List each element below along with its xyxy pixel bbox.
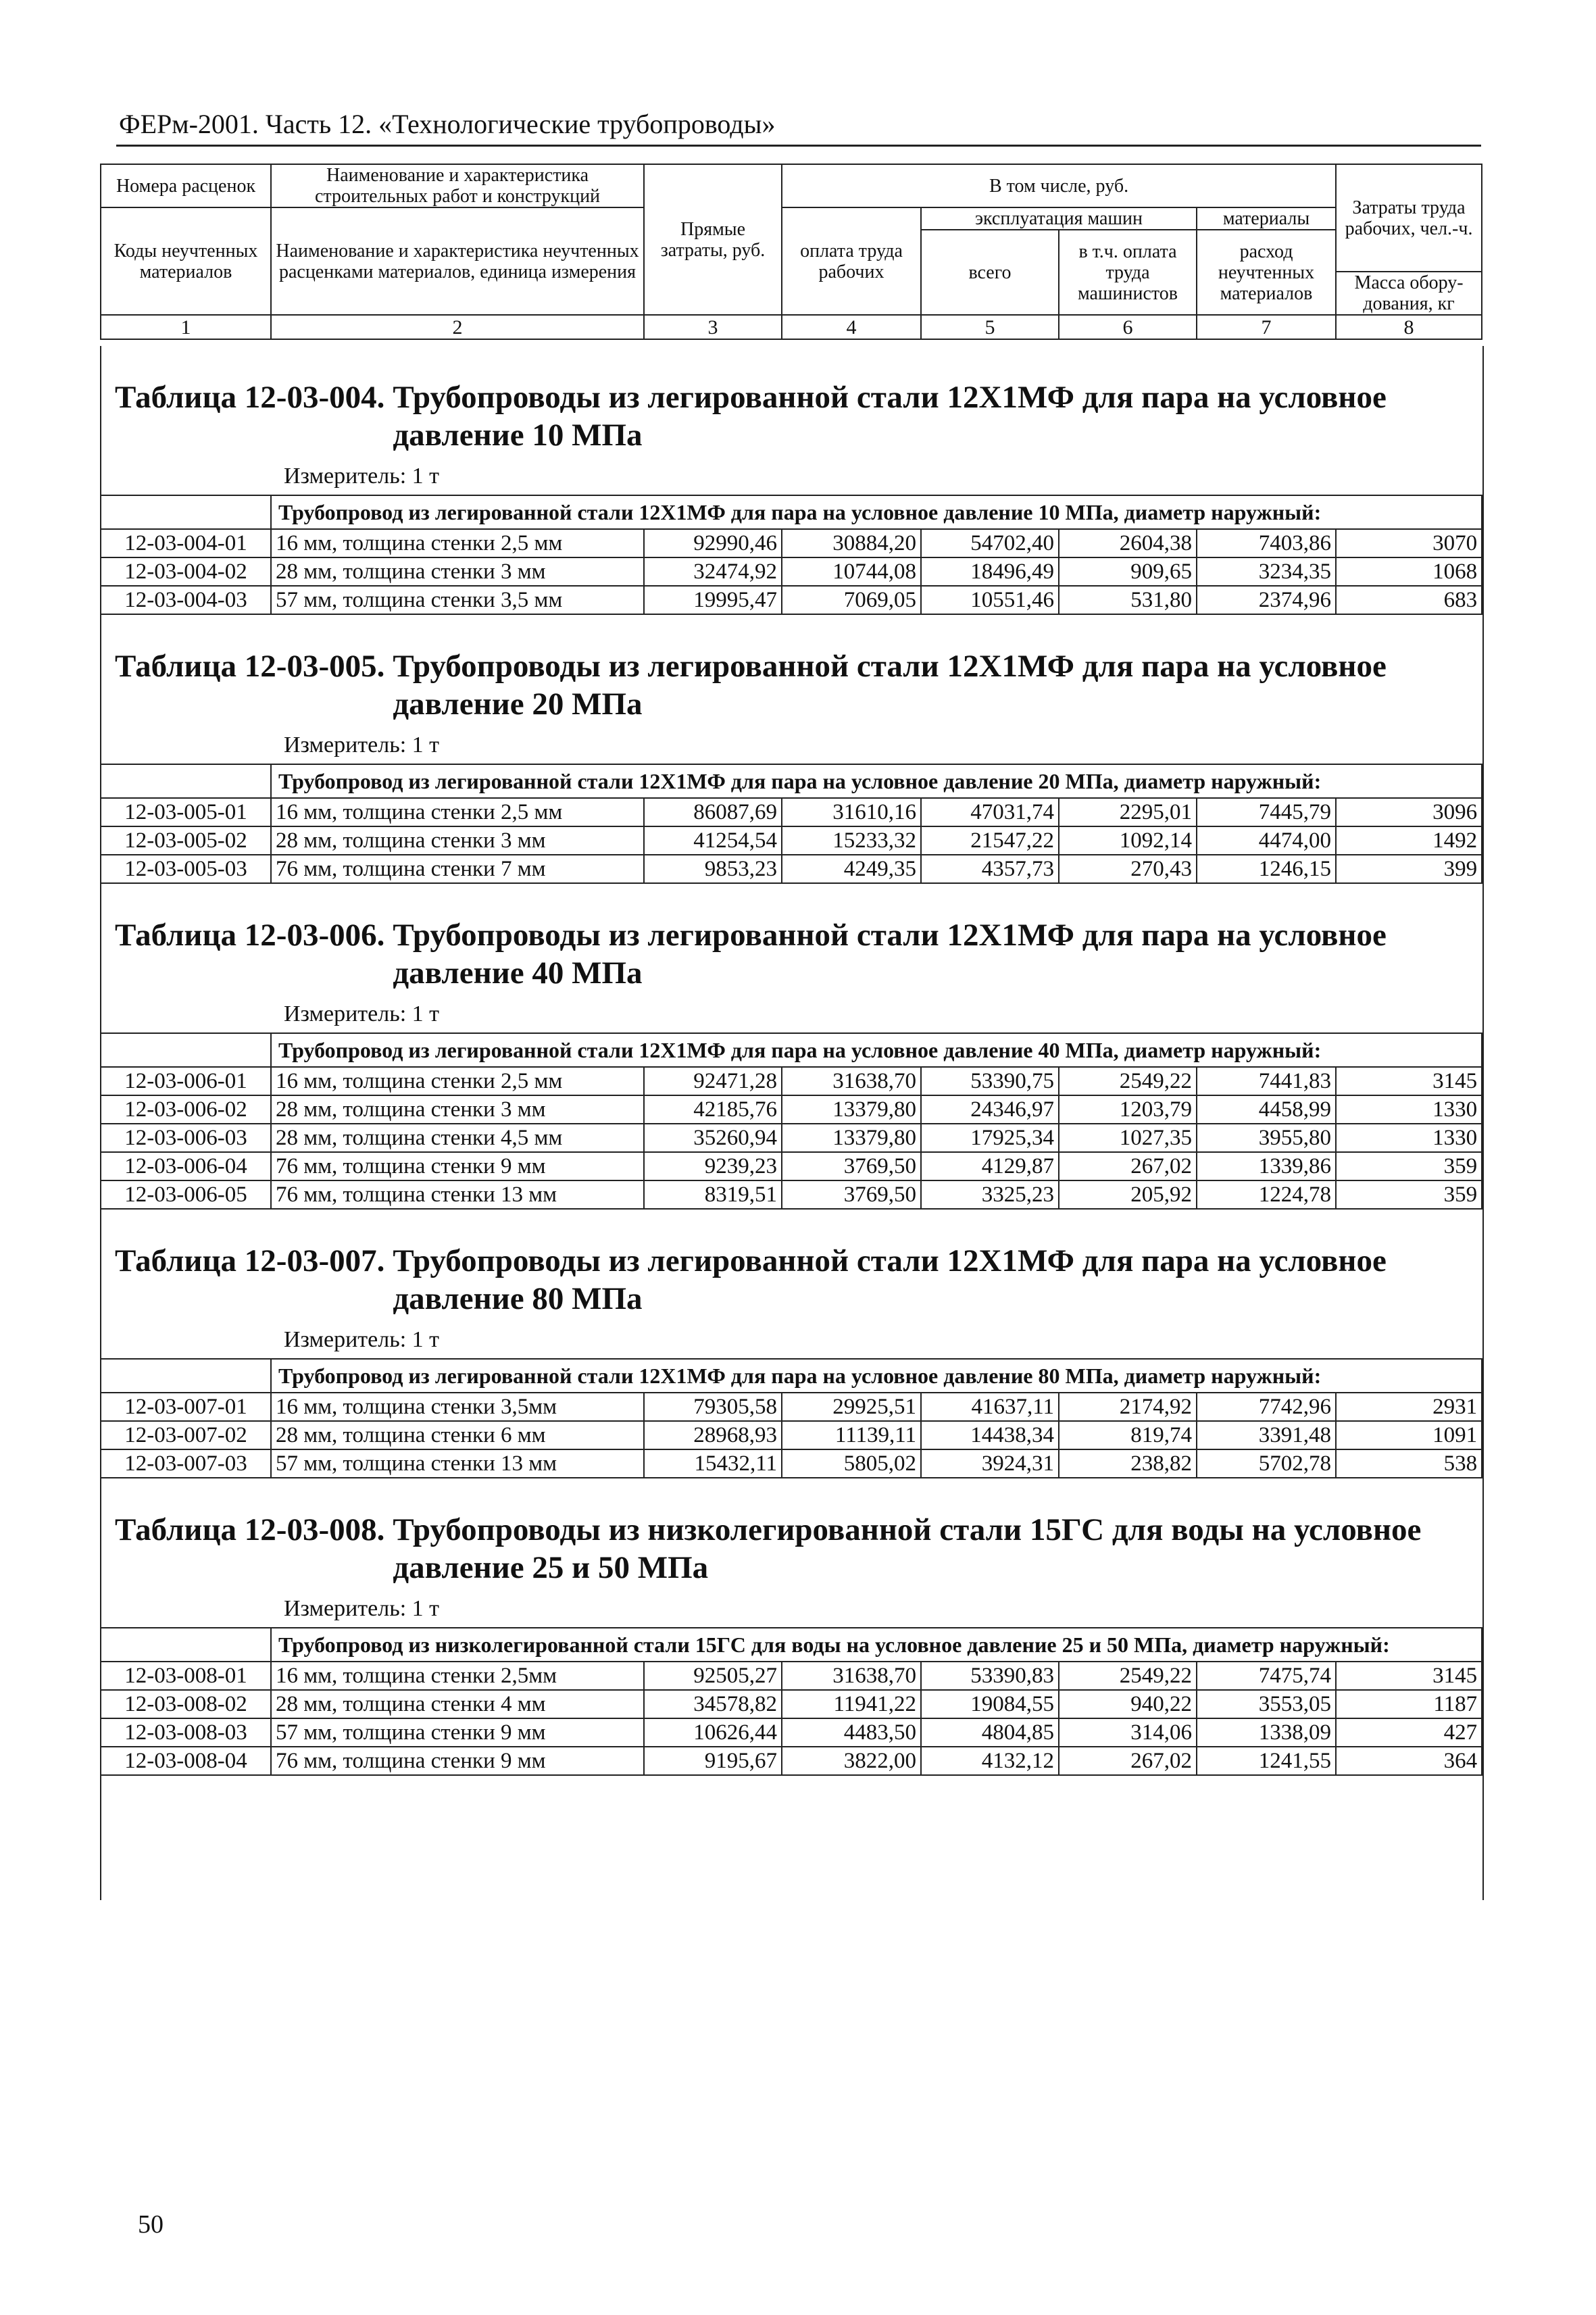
- direct-costs: 42185,76: [644, 1095, 782, 1124]
- table-row: [101, 1662, 1482, 1690]
- description-spacer: [101, 764, 271, 798]
- table-description: Трубопровод из легированной стали 12Х1МФ для пара на условное давление 20 МПа, диаметр наружный:: [271, 764, 1482, 798]
- worker-pay: 13379,80: [782, 1095, 921, 1124]
- machinist-pay: 1092,14: [1059, 826, 1197, 855]
- table-row: [101, 855, 1482, 883]
- section-title: [101, 1242, 1482, 1318]
- worker-pay: 13379,80: [782, 1124, 921, 1152]
- table-row: [101, 1421, 1482, 1449]
- unaccounted-materials: 2374,96: [1197, 586, 1336, 614]
- rate-table: [100, 1627, 1482, 1776]
- pipe-spec: 28 мм, толщина стенки 4,5 мм: [271, 1124, 644, 1152]
- worker-pay: 7069,05: [782, 586, 921, 614]
- column-number: 6: [1059, 315, 1197, 339]
- worker-pay: 31638,70: [782, 1662, 921, 1690]
- section-number: Таблица 12-03-008.: [115, 1512, 385, 1547]
- header-rate-numbers: Номера расценок: [101, 164, 271, 207]
- rate-code: 12-03-004-01: [101, 529, 271, 557]
- section-title: [101, 647, 1482, 723]
- machines-total: 3924,31: [921, 1449, 1059, 1478]
- column-number: 4: [782, 315, 921, 339]
- header-unaccounted-materials: расход неучтенных материалов: [1197, 230, 1336, 315]
- rate-code: 12-03-005-01: [101, 798, 271, 826]
- table-row: [101, 586, 1482, 614]
- direct-costs: 92471,28: [644, 1067, 782, 1095]
- table-row: [101, 1152, 1482, 1180]
- unaccounted-materials: 1339,86: [1197, 1152, 1336, 1180]
- machines-total: 19084,55: [921, 1690, 1059, 1718]
- pipe-spec: 16 мм, толщина стенки 2,5 мм: [271, 1067, 644, 1095]
- rate-section: [101, 1478, 1482, 1776]
- rate-code: 12-03-006-02: [101, 1095, 271, 1124]
- worker-pay: 3822,00: [782, 1747, 921, 1775]
- machines-total: 18496,49: [921, 557, 1059, 586]
- rate-code: 12-03-008-03: [101, 1718, 271, 1747]
- section-title: [101, 378, 1482, 454]
- direct-costs: 9239,23: [644, 1152, 782, 1180]
- pipe-spec: 28 мм, толщина стенки 3 мм: [271, 557, 644, 586]
- table-description: Трубопровод из легированной стали 12Х1МФ для пара на условное давление 10 МПа, диаметр наружный:: [271, 495, 1482, 529]
- machines-total: 4132,12: [921, 1747, 1059, 1775]
- table-row: [101, 557, 1482, 586]
- unit-of-measure: Измеритель: 1 т: [284, 732, 440, 757]
- rate-code: 12-03-007-02: [101, 1421, 271, 1449]
- header-equipment-mass: Масса обору-дования, кг: [1336, 272, 1482, 315]
- table-description: Трубопровод из легированной стали 12Х1МФ для пара на условное давление 80 МПа, диаметр наружный:: [271, 1359, 1482, 1393]
- unaccounted-materials: 7445,79: [1197, 798, 1336, 826]
- machinist-pay: 267,02: [1059, 1152, 1197, 1180]
- machinist-pay: 819,74: [1059, 1421, 1197, 1449]
- machines-total: 4129,87: [921, 1152, 1059, 1180]
- rate-code: 12-03-005-03: [101, 855, 271, 883]
- header-machinist-pay: в т.ч. оплата труда машинистов: [1059, 230, 1197, 315]
- unaccounted-materials: 3234,35: [1197, 557, 1336, 586]
- unit-of-measure: Измеритель: 1 т: [284, 1596, 440, 1621]
- rate-code: 12-03-007-03: [101, 1449, 271, 1478]
- labor-costs: 1330: [1336, 1124, 1482, 1152]
- labor-costs: 683: [1336, 586, 1482, 614]
- column-header-table: [100, 164, 1482, 340]
- machinist-pay: 2549,22: [1059, 1662, 1197, 1690]
- labor-costs: 3145: [1336, 1067, 1482, 1095]
- section-title-text: Трубопроводы из легированной стали 12Х1МФ для пара на условное давление 10 МПа: [393, 380, 1387, 453]
- unaccounted-materials: 7475,74: [1197, 1662, 1336, 1690]
- section-number: Таблица 12-03-005.: [115, 649, 385, 684]
- unaccounted-materials: 4474,00: [1197, 826, 1336, 855]
- pipe-spec: 16 мм, толщина стенки 2,5 мм: [271, 798, 644, 826]
- header-material-codes: Коды неучтенных материалов: [101, 207, 271, 315]
- rate-section: [101, 346, 1482, 615]
- header-machine-operation: эксплуатация машин: [921, 207, 1197, 230]
- machinist-pay: 205,92: [1059, 1180, 1197, 1209]
- table-row: [101, 1718, 1482, 1747]
- machines-total: 53390,83: [921, 1662, 1059, 1690]
- machines-total: 24346,97: [921, 1095, 1059, 1124]
- unaccounted-materials: 1241,55: [1197, 1747, 1336, 1775]
- worker-pay: 11139,11: [782, 1421, 921, 1449]
- section-title-text: Трубопроводы из легированной стали 12Х1МФ для пара на условное давление 80 МПа: [393, 1243, 1387, 1316]
- header-materials: материалы: [1197, 207, 1336, 230]
- table-row: [101, 1747, 1482, 1775]
- labor-costs: 538: [1336, 1449, 1482, 1478]
- unaccounted-materials: 7742,96: [1197, 1393, 1336, 1421]
- machinist-pay: 2549,22: [1059, 1067, 1197, 1095]
- labor-costs: 364: [1336, 1747, 1482, 1775]
- unit-of-measure: Измеритель: 1 т: [284, 1001, 440, 1026]
- column-number: 7: [1197, 315, 1336, 339]
- labor-costs: 1187: [1336, 1690, 1482, 1718]
- rate-code: 12-03-004-03: [101, 586, 271, 614]
- description-spacer: [101, 1628, 271, 1662]
- labor-costs: 1492: [1336, 826, 1482, 855]
- table-row: [101, 1180, 1482, 1209]
- worker-pay: 3769,50: [782, 1152, 921, 1180]
- unaccounted-materials: 4458,99: [1197, 1095, 1336, 1124]
- machines-total: 47031,74: [921, 798, 1059, 826]
- header-direct-costs: Прямые затраты, руб.: [644, 164, 782, 315]
- unaccounted-materials: 3955,80: [1197, 1124, 1336, 1152]
- rate-table: [100, 495, 1482, 615]
- header-rule: [116, 145, 1481, 147]
- unaccounted-materials: 5702,78: [1197, 1449, 1336, 1478]
- worker-pay: 3769,50: [782, 1180, 921, 1209]
- section-title-text: Трубопроводы из низколегированной стали 15ГС для воды на условное давление 25 и 50 МПа: [393, 1512, 1422, 1585]
- machinist-pay: 909,65: [1059, 557, 1197, 586]
- unaccounted-materials: 1338,09: [1197, 1718, 1336, 1747]
- rate-code: 12-03-005-02: [101, 826, 271, 855]
- direct-costs: 32474,92: [644, 557, 782, 586]
- machines-total: 3325,23: [921, 1180, 1059, 1209]
- machinist-pay: 940,22: [1059, 1690, 1197, 1718]
- machinist-pay: 1203,79: [1059, 1095, 1197, 1124]
- table-row: [101, 529, 1482, 557]
- pipe-spec: 28 мм, толщина стенки 6 мм: [271, 1421, 644, 1449]
- description-spacer: [101, 1359, 271, 1393]
- direct-costs: 92990,46: [644, 529, 782, 557]
- machinist-pay: 238,82: [1059, 1449, 1197, 1478]
- worker-pay: 30884,20: [782, 529, 921, 557]
- worker-pay: 31610,16: [782, 798, 921, 826]
- direct-costs: 10626,44: [644, 1718, 782, 1747]
- pipe-spec: 76 мм, толщина стенки 13 мм: [271, 1180, 644, 1209]
- machines-total: 14438,34: [921, 1421, 1059, 1449]
- machinist-pay: 314,06: [1059, 1718, 1197, 1747]
- rate-table: [100, 764, 1482, 884]
- worker-pay: 4483,50: [782, 1718, 921, 1747]
- unaccounted-materials: 7403,86: [1197, 529, 1336, 557]
- header-including-group: В том числе, руб.: [782, 164, 1336, 207]
- machinist-pay: 531,80: [1059, 586, 1197, 614]
- machines-total: 54702,40: [921, 529, 1059, 557]
- rate-code: 12-03-008-02: [101, 1690, 271, 1718]
- labor-costs: 359: [1336, 1180, 1482, 1209]
- machinist-pay: 2174,92: [1059, 1393, 1197, 1421]
- rate-code: 12-03-008-04: [101, 1747, 271, 1775]
- direct-costs: 41254,54: [644, 826, 782, 855]
- direct-costs: 19995,47: [644, 586, 782, 614]
- unaccounted-materials: 3391,48: [1197, 1421, 1336, 1449]
- machines-total: 10551,46: [921, 586, 1059, 614]
- section-number: Таблица 12-03-006.: [115, 918, 385, 953]
- table-row: [101, 1690, 1482, 1718]
- direct-costs: 15432,11: [644, 1449, 782, 1478]
- pipe-spec: 57 мм, толщина стенки 3,5 мм: [271, 586, 644, 614]
- unaccounted-materials: 1224,78: [1197, 1180, 1336, 1209]
- worker-pay: 29925,51: [782, 1393, 921, 1421]
- machines-total: 41637,11: [921, 1393, 1059, 1421]
- section-title-text: Трубопроводы из легированной стали 12Х1МФ для пара на условное давление 40 МПа: [393, 918, 1387, 991]
- table-row: [101, 798, 1482, 826]
- column-number: 2: [271, 315, 644, 339]
- header-labor-costs: Затраты труда рабочих, чел.-ч.: [1336, 164, 1482, 272]
- unaccounted-materials: 3553,05: [1197, 1690, 1336, 1718]
- worker-pay: 11941,22: [782, 1690, 921, 1718]
- rate-code: 12-03-006-04: [101, 1152, 271, 1180]
- machinist-pay: 2295,01: [1059, 798, 1197, 826]
- labor-costs: 1068: [1336, 557, 1482, 586]
- rate-code: 12-03-006-05: [101, 1180, 271, 1209]
- pipe-spec: 16 мм, толщина стенки 2,5мм: [271, 1662, 644, 1690]
- table-row: [101, 1393, 1482, 1421]
- table-row: [101, 1449, 1482, 1478]
- pipe-spec: 76 мм, толщина стенки 7 мм: [271, 855, 644, 883]
- machines-total: 53390,75: [921, 1067, 1059, 1095]
- machines-total: 21547,22: [921, 826, 1059, 855]
- direct-costs: 9853,23: [644, 855, 782, 883]
- section-title: [101, 916, 1482, 992]
- section-number: Таблица 12-03-004.: [115, 380, 385, 415]
- section-title-text: Трубопроводы из легированной стали 12Х1МФ для пара на условное давление 20 МПа: [393, 649, 1387, 722]
- machines-total: 4357,73: [921, 855, 1059, 883]
- labor-costs: 1091: [1336, 1421, 1482, 1449]
- rate-section: [101, 884, 1482, 1210]
- column-number: 1: [101, 315, 271, 339]
- direct-costs: 8319,51: [644, 1180, 782, 1209]
- header-machines-total: всего: [921, 230, 1059, 315]
- machinist-pay: 267,02: [1059, 1747, 1197, 1775]
- table-row: [101, 1067, 1482, 1095]
- worker-pay: 15233,32: [782, 826, 921, 855]
- direct-costs: 28968,93: [644, 1421, 782, 1449]
- labor-costs: 359: [1336, 1152, 1482, 1180]
- machines-total: 17925,34: [921, 1124, 1059, 1152]
- worker-pay: 31638,70: [782, 1067, 921, 1095]
- rate-table: [100, 1032, 1482, 1210]
- direct-costs: 9195,67: [644, 1747, 782, 1775]
- header-work-name: Наименование и характеристика строительных работ и конструкций: [271, 164, 644, 207]
- page-header: ФЕРм-2001. Часть 12. «Технологические трубопроводы»: [119, 109, 776, 139]
- header-material-name: Наименование и характеристика неучтенных расценками материалов, единица измерения: [271, 207, 644, 315]
- labor-costs: 399: [1336, 855, 1482, 883]
- unit-of-measure: Измеритель: 1 т: [284, 464, 440, 489]
- rate-code: 12-03-006-03: [101, 1124, 271, 1152]
- pipe-spec: 28 мм, толщина стенки 4 мм: [271, 1690, 644, 1718]
- rate-code: 12-03-008-01: [101, 1662, 271, 1690]
- machinist-pay: 270,43: [1059, 855, 1197, 883]
- direct-costs: 86087,69: [644, 798, 782, 826]
- section-number: Таблица 12-03-007.: [115, 1243, 385, 1278]
- rate-code: 12-03-004-02: [101, 557, 271, 586]
- table-description: Трубопровод из легированной стали 12Х1МФ для пара на условное давление 40 МПа, диаметр наружный:: [271, 1033, 1482, 1067]
- description-spacer: [101, 495, 271, 529]
- section-title: [101, 1511, 1482, 1587]
- rate-section: [101, 615, 1482, 884]
- column-number: 3: [644, 315, 782, 339]
- pipe-spec: 76 мм, толщина стенки 9 мм: [271, 1747, 644, 1775]
- direct-costs: 92505,27: [644, 1662, 782, 1690]
- table-row: [101, 826, 1482, 855]
- pipe-spec: 76 мм, толщина стенки 9 мм: [271, 1152, 644, 1180]
- pipe-spec: 28 мм, толщина стенки 3 мм: [271, 826, 644, 855]
- pipe-spec: 16 мм, толщина стенки 3,5мм: [271, 1393, 644, 1421]
- unaccounted-materials: 7441,83: [1197, 1067, 1336, 1095]
- pipe-spec: 57 мм, толщина стенки 9 мм: [271, 1718, 644, 1747]
- labor-costs: 3070: [1336, 529, 1482, 557]
- description-spacer: [101, 1033, 271, 1067]
- labor-costs: 2931: [1336, 1393, 1482, 1421]
- table-row: [101, 1095, 1482, 1124]
- worker-pay: 4249,35: [782, 855, 921, 883]
- labor-costs: 427: [1336, 1718, 1482, 1747]
- rate-section: [101, 1210, 1482, 1478]
- labor-costs: 1330: [1336, 1095, 1482, 1124]
- worker-pay: 5805,02: [782, 1449, 921, 1478]
- direct-costs: 35260,94: [644, 1124, 782, 1152]
- page-number: 50: [138, 2210, 164, 2239]
- labor-costs: 3096: [1336, 798, 1482, 826]
- rate-table: [100, 1358, 1482, 1478]
- pipe-spec: 16 мм, толщина стенки 2,5 мм: [271, 529, 644, 557]
- table-row: [101, 1124, 1482, 1152]
- direct-costs: 79305,58: [644, 1393, 782, 1421]
- rate-code: 12-03-006-01: [101, 1067, 271, 1095]
- direct-costs: 34578,82: [644, 1690, 782, 1718]
- unit-of-measure: Измеритель: 1 т: [284, 1327, 440, 1352]
- unaccounted-materials: 1246,15: [1197, 855, 1336, 883]
- worker-pay: 10744,08: [782, 557, 921, 586]
- machinist-pay: 2604,38: [1059, 529, 1197, 557]
- machines-total: 4804,85: [921, 1718, 1059, 1747]
- labor-costs: 3145: [1336, 1662, 1482, 1690]
- table-description: Трубопровод из низколегированной стали 15ГС для воды на условное давление 25 и 50 МПа, диаметр наружный:: [271, 1628, 1482, 1662]
- pipe-spec: 28 мм, толщина стенки 3 мм: [271, 1095, 644, 1124]
- pipe-spec: 57 мм, толщина стенки 13 мм: [271, 1449, 644, 1478]
- header-worker-pay: оплата труда рабочих: [782, 207, 921, 315]
- column-number: 5: [921, 315, 1059, 339]
- column-number: 8: [1336, 315, 1482, 339]
- machinist-pay: 1027,35: [1059, 1124, 1197, 1152]
- rate-code: 12-03-007-01: [101, 1393, 271, 1421]
- price-sections: [100, 346, 1484, 1900]
